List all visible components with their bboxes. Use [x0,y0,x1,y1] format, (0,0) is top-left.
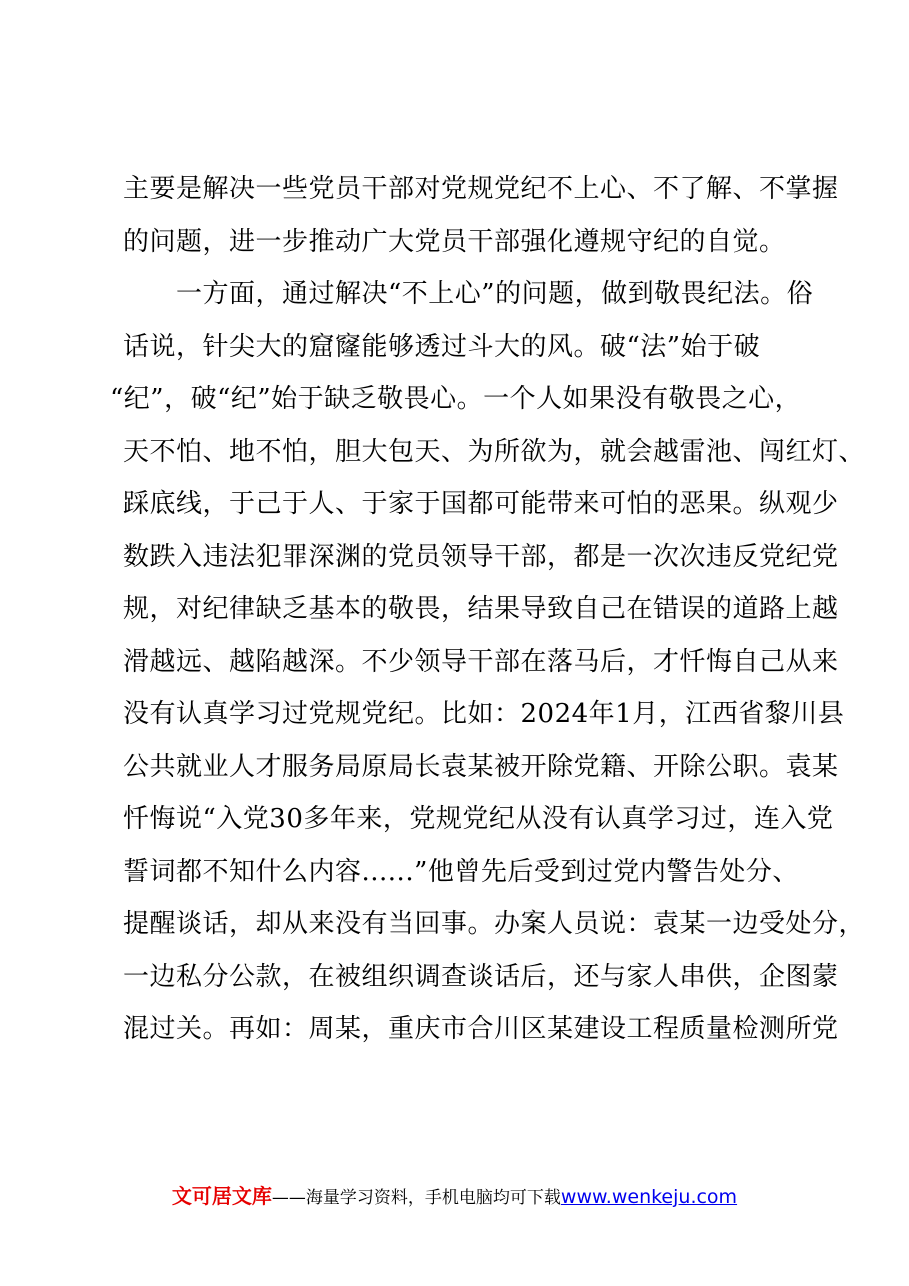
document-body [110,163,866,1056]
text-line: 数跌入违法犯罪深渊的党员领导干部，都是一次次违反党纪党 [123,541,839,572]
text-line: 的问题，进一步推动广大党员干部强化遵规守纪的自觉。 [123,226,786,257]
footer-slogan: ——海量学习资料，手机电脑均可下载 [271,1188,561,1208]
text-line: 话说，针尖大的窟窿能够透过斗大的风。破“法”始于破 [123,331,761,362]
text-line: 规，对纪律缺乏基本的敬畏，结果导致自己在错误的道路上越 [123,594,839,624]
text-line: 一方面，通过解决“不上心”的问题，做到敬畏纪法。俗 [123,279,814,309]
text-line: 踩底线，于己于人、于家于国都可能带来可怕的恶果。纵观少 [123,489,839,519]
text-line: 忏悔说“入党30多年来，党规党纪从没有认真学习过，连入党 [123,804,834,834]
text-line: 提醒谈话，却从来没有当回事。办案人员说：袁某一边受处分， [123,909,866,939]
text-line: 一边私分公款，在被组织调查谈话后，还与家人串供，企图蒙 [123,961,839,992]
text-line: 没有认真学习过党规党纪。比如：2024年1月，江西省黎川县 [123,699,845,729]
footer-brand: 文可居文库 [171,1184,272,1208]
footer-url-link[interactable]: www.wenkeju.com [560,1186,738,1208]
text-line: 公共就业人才服务局原局长袁某被开除党籍、开除公职。袁某 [123,751,839,782]
text-line: “纪”，破“纪”始于缺乏敬畏心。一个人如果没有敬畏之心， [110,384,802,414]
text-line: 誓词都不知什么内容......”他曾先后受到过党内警告处分、 [123,856,799,887]
text-line: 混过关。再如：周某，重庆市合川区某建设工程质量检测所党 [123,1014,839,1044]
text-line: 滑越远、越陷越深。不少领导干部在落马后，才忏悔自己从来 [123,646,839,677]
text-line: 天不怕、地不怕，胆大包天、为所欲为，就会越雷池、闯红灯、 [123,436,866,467]
page-footer [0,1180,909,1209]
text-line: 主要是解决一些党员干部对党规党纪不上心、不了解、不掌握 [123,174,839,204]
